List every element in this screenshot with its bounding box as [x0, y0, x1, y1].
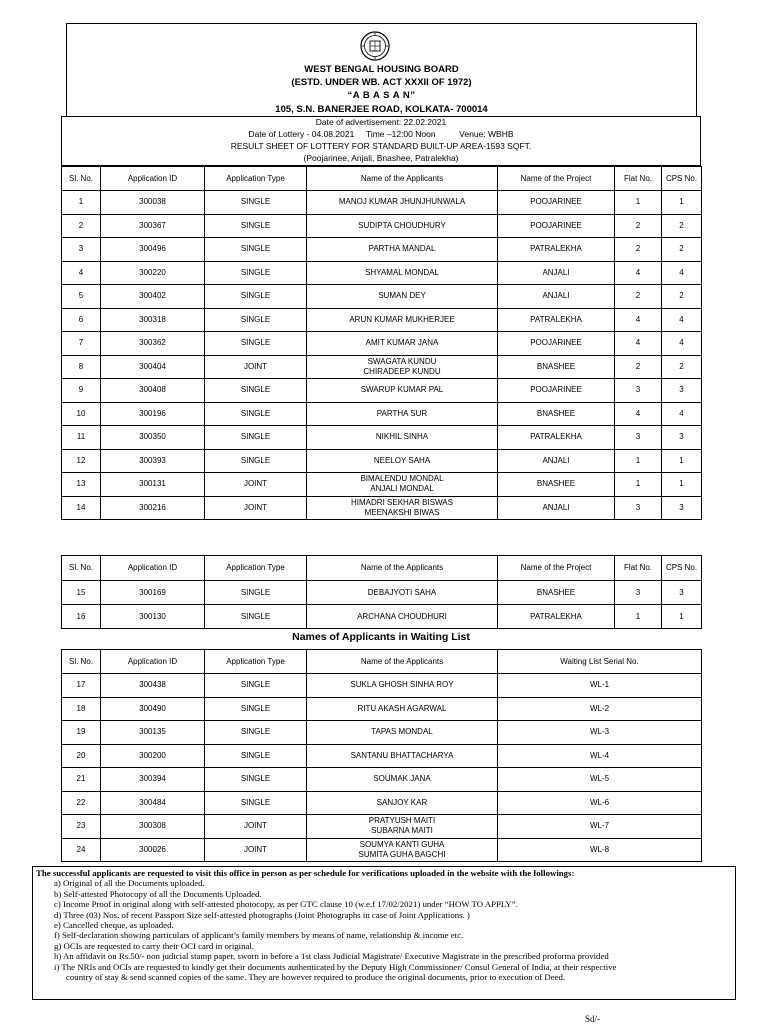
cell-flat-no: 2 — [615, 355, 662, 379]
cell-application-type: SINGLE — [205, 308, 307, 332]
cell-applicant-name — [307, 261, 498, 285]
col-applicant-name: Name of the Applicants — [307, 167, 498, 191]
col-flat-no: Flat No. — [615, 167, 662, 191]
cell-sl-no: 22 — [62, 791, 101, 815]
cell-applicant-name — [307, 581, 498, 605]
cell-application-id: 300408 — [101, 379, 205, 403]
applicant-name-primary: ARUN KUMAR MUKHERJEE — [349, 314, 455, 324]
cell-applicant-name — [307, 379, 498, 403]
cell-application-type: SINGLE — [205, 285, 307, 309]
cell-project-name: BNASHEE — [498, 473, 615, 497]
applicant-name-primary: SANTANU BHATTACHARYA — [350, 750, 454, 760]
cell-cps-no: 2 — [662, 285, 702, 309]
cell-cps-no: 4 — [662, 261, 702, 285]
cell-application-id: 300038 — [101, 191, 205, 215]
table-row — [62, 697, 702, 721]
cell-application-id: 300393 — [101, 449, 205, 473]
table-row — [62, 426, 702, 450]
cell-applicant-name — [307, 697, 498, 721]
cell-waiting-list-serial: WL-7 — [498, 815, 702, 839]
table-row — [62, 402, 702, 426]
table-header-row — [62, 556, 702, 581]
cell-sl-no: 14 — [62, 496, 101, 520]
cell-applicant-name — [307, 308, 498, 332]
cell-application-type: SINGLE — [205, 581, 307, 605]
cell-cps-no: 3 — [662, 379, 702, 403]
cell-sl-no: 16 — [62, 605, 101, 629]
table-row — [62, 791, 702, 815]
applicant-name-primary: HIMADRI SEKHAR BISWAS — [351, 497, 453, 507]
cell-flat-no: 1 — [615, 191, 662, 215]
cell-flat-no: 4 — [615, 261, 662, 285]
cell-application-id: 300350 — [101, 426, 205, 450]
cell-flat-no: 1 — [615, 449, 662, 473]
cell-applicant-name — [307, 605, 498, 629]
cell-flat-no: 2 — [615, 285, 662, 309]
cell-flat-no: 2 — [615, 238, 662, 262]
cell-application-id: 300318 — [101, 308, 205, 332]
cell-flat-no: 3 — [615, 496, 662, 520]
cell-application-type: SINGLE — [205, 191, 307, 215]
applicant-name-primary: TAPAS MONDAL — [371, 727, 433, 737]
cell-applicant-name — [307, 721, 498, 745]
cell-applicant-name — [307, 402, 498, 426]
cell-project-name: POOJARINEE — [498, 332, 615, 356]
applicant-name-joint: ANJALI MONDAL — [370, 484, 434, 494]
table-row — [62, 744, 702, 768]
cell-applicant-name — [307, 285, 498, 309]
cell-project-name: POOJARINEE — [498, 191, 615, 215]
cell-flat-no: 2 — [615, 214, 662, 238]
cell-applicant-name — [307, 744, 498, 768]
cell-project-name: BNASHEE — [498, 581, 615, 605]
col-application-id: Application ID — [101, 650, 205, 674]
cell-applicant-name — [307, 426, 498, 450]
results-table — [61, 166, 702, 520]
cell-applicant-name — [307, 838, 498, 862]
cell-sl-no: 15 — [62, 581, 101, 605]
instructions-box — [32, 866, 736, 1000]
table-row — [62, 815, 702, 839]
cell-flat-no: 3 — [615, 379, 662, 403]
cell-application-type: JOINT — [205, 496, 307, 520]
col-applicant-name: Name of the Applicants — [307, 650, 498, 674]
cell-sl-no: 3 — [62, 238, 101, 262]
cell-sl-no: 11 — [62, 426, 101, 450]
cell-application-id: 300169 — [101, 581, 205, 605]
cell-cps-no: 2 — [662, 355, 702, 379]
table-row — [62, 214, 702, 238]
applicant-name-primary: SWARUP KUMAR PAL — [360, 385, 444, 395]
table-header-row — [62, 650, 702, 674]
applicant-name-primary: SANJOY KAR — [376, 797, 428, 807]
applicant-name-joint: CHIRADEEP KUNDU — [363, 366, 441, 376]
col-cps-no: CPS No. — [662, 167, 702, 191]
applicant-name-joint: MEENAKSHI BIWAS — [364, 507, 440, 517]
cell-sl-no: 13 — [62, 473, 101, 497]
table-row — [62, 238, 702, 262]
cell-cps-no: 3 — [662, 581, 702, 605]
cell-project-name: BNASHEE — [498, 402, 615, 426]
cell-sl-no: 8 — [62, 355, 101, 379]
cell-project-name: POOJARINEE — [498, 214, 615, 238]
cell-application-id: 300362 — [101, 332, 205, 356]
cell-application-id: 300196 — [101, 402, 205, 426]
cell-application-id: 300135 — [101, 721, 205, 745]
cell-applicant-name — [307, 674, 498, 698]
cell-application-type: SINGLE — [205, 721, 307, 745]
cell-sl-no: 5 — [62, 285, 101, 309]
cell-project-name: PATRALEKHA — [498, 426, 615, 450]
table-row — [62, 838, 702, 862]
instruction-item: a) Original of all the Documents uploaded. — [54, 878, 205, 889]
table-row — [62, 581, 702, 605]
cell-application-type: SINGLE — [205, 332, 307, 356]
col-application-id: Application ID — [101, 556, 205, 581]
instruction-item: i) The NRIs and OCIs are requested to kindly get their documents authenticated by the Deputy High Commissioner/ Consul General of India, at their respective — [54, 961, 617, 972]
waiting-list-table — [61, 649, 702, 862]
instruction-item: e) Cancelled cheque, as uploaded. — [54, 920, 174, 931]
cell-application-type: SINGLE — [205, 261, 307, 285]
table-row — [62, 674, 702, 698]
cell-application-type: SINGLE — [205, 605, 307, 629]
table-row — [62, 721, 702, 745]
cell-flat-no: 1 — [615, 605, 662, 629]
table-row — [62, 308, 702, 332]
instruction-item-continued: country of stay & send scanned copies of the same. They are however required to produce the original documents, prior to execution of Deed. — [66, 972, 566, 983]
cell-application-type: SINGLE — [205, 744, 307, 768]
applicant-name-primary: SUDIPTA CHOUDHURY — [358, 220, 446, 230]
col-cps-no: CPS No. — [662, 556, 702, 581]
cell-applicant-name — [307, 815, 498, 839]
cell-applicant-name — [307, 214, 498, 238]
instructions-intro: The successful applicants are requested to visit this office in person as per schedule for verifications uploaded in the website with the followings: — [36, 868, 575, 878]
cell-sl-no: 23 — [62, 815, 101, 839]
col-application-type: Application Type — [205, 167, 307, 191]
results-table-continued — [61, 555, 702, 629]
cell-flat-no: 1 — [615, 473, 662, 497]
cell-flat-no: 4 — [615, 332, 662, 356]
col-application-type: Application Type — [205, 650, 307, 674]
cell-sl-no: 18 — [62, 697, 101, 721]
cell-application-id: 300130 — [101, 605, 205, 629]
cell-applicant-name — [307, 496, 498, 520]
cell-flat-no: 3 — [615, 581, 662, 605]
project-list: (Poojarinee, Anjali, Bnashee, Patralekha) — [303, 153, 459, 163]
cell-application-id: 300026 — [101, 838, 205, 862]
table-row — [62, 261, 702, 285]
applicant-name-primary: SUMAN DEY — [378, 291, 426, 301]
applicant-name-primary: PARTHA MANDAL — [368, 244, 436, 254]
col-application-id: Application ID — [101, 167, 205, 191]
col-waiting-list-serial: Waiting List Serial No. — [498, 650, 702, 674]
advertisement-date: Date of advertisement: 22.02.2021 — [315, 117, 447, 127]
cell-sl-no: 17 — [62, 674, 101, 698]
applicant-name-primary: PARTHA SUR — [376, 408, 428, 418]
cell-sl-no: 12 — [62, 449, 101, 473]
instruction-item: h) An affidavit on Rs.50/- non judicial stamp paper, sworn in before a 1st class Judicial Magistrate/ Executive Magistrate in the prescribed proforma provided — [54, 951, 609, 962]
cell-sl-no: 21 — [62, 768, 101, 792]
col-applicant-name: Name of the Applicants — [307, 556, 498, 581]
cell-application-type: JOINT — [205, 838, 307, 862]
applicant-name-primary: SOUMAK JANA — [373, 774, 431, 784]
cell-application-type: SINGLE — [205, 449, 307, 473]
cell-cps-no: 1 — [662, 449, 702, 473]
col-project-name: Name of the Project — [498, 556, 615, 581]
cell-application-type: SINGLE — [205, 238, 307, 262]
col-sl-no: Sl. No. — [62, 650, 101, 674]
cell-application-id: 300404 — [101, 355, 205, 379]
cell-waiting-list-serial: WL-5 — [498, 768, 702, 792]
wbhb-emblem-logo — [360, 31, 390, 61]
col-project-name: Name of the Project — [498, 167, 615, 191]
cell-application-id: 300394 — [101, 768, 205, 792]
cell-sl-no: 24 — [62, 838, 101, 862]
cell-application-type: SINGLE — [205, 768, 307, 792]
cell-project-name: ANJALI — [498, 285, 615, 309]
cell-cps-no: 3 — [662, 496, 702, 520]
cell-project-name: ANJALI — [498, 496, 615, 520]
instruction-item: f) Self-declaration showing particulars of applicant’s family members by means of name, relationship & income etc. — [54, 930, 464, 941]
cell-sl-no: 7 — [62, 332, 101, 356]
cell-application-type: SINGLE — [205, 402, 307, 426]
applicant-name-primary: ARCHANA CHOUDHURI — [357, 611, 447, 621]
table-row — [62, 449, 702, 473]
table-row — [62, 605, 702, 629]
building-name: “A B A S A N” — [347, 90, 416, 101]
instruction-item: g) OCIs are requested to carry their OCI card in original. — [54, 940, 255, 951]
office-address: 105, S.N. BANERJEE ROAD, KOLKATA- 700014 — [275, 104, 488, 115]
cell-sl-no: 19 — [62, 721, 101, 745]
table-row — [62, 332, 702, 356]
signature-mark: Sd/- — [585, 1014, 601, 1024]
cell-cps-no: 4 — [662, 332, 702, 356]
cell-sl-no: 10 — [62, 402, 101, 426]
cell-sl-no: 1 — [62, 191, 101, 215]
cell-cps-no: 3 — [662, 426, 702, 450]
applicant-name-primary: BIMALENDU MONDAL — [360, 474, 444, 484]
cell-project-name: ANJALI — [498, 261, 615, 285]
table-row — [62, 768, 702, 792]
instruction-item: c) Income Proof in original along with self-attested photocopy, as per GTC clause 10 (w.e.f 17/02/2021) under “HOW TO APPLY”. — [54, 899, 518, 910]
cell-waiting-list-serial: WL-1 — [498, 674, 702, 698]
cell-project-name: POOJARINEE — [498, 379, 615, 403]
cell-flat-no: 4 — [615, 308, 662, 332]
cell-cps-no: 2 — [662, 238, 702, 262]
cell-sl-no: 4 — [62, 261, 101, 285]
applicant-name-primary: SHYAMAL MONDAL — [365, 267, 439, 277]
cell-application-type: JOINT — [205, 815, 307, 839]
cell-flat-no: 3 — [615, 426, 662, 450]
col-flat-no: Flat No. — [615, 556, 662, 581]
cell-application-id: 300496 — [101, 238, 205, 262]
cell-cps-no: 2 — [662, 214, 702, 238]
cell-waiting-list-serial: WL-2 — [498, 697, 702, 721]
col-sl-no: Sl. No. — [62, 556, 101, 581]
cell-application-id: 300490 — [101, 697, 205, 721]
applicant-name-primary: SOUMYA KANTI GUHA — [359, 839, 445, 849]
cell-waiting-list-serial: WL-8 — [498, 838, 702, 862]
cell-application-id: 300438 — [101, 674, 205, 698]
cell-cps-no: 1 — [662, 191, 702, 215]
header-box — [66, 23, 697, 117]
cell-application-id: 300220 — [101, 261, 205, 285]
cell-waiting-list-serial: WL-3 — [498, 721, 702, 745]
cell-application-id: 300200 — [101, 744, 205, 768]
cell-applicant-name — [307, 768, 498, 792]
cell-application-id: 300216 — [101, 496, 205, 520]
cell-cps-no: 4 — [662, 402, 702, 426]
cell-applicant-name — [307, 191, 498, 215]
cell-project-name: ANJALI — [498, 449, 615, 473]
applicant-name-primary: MANOJ KUMAR JHUNJHUNWALA — [338, 197, 466, 207]
applicant-name-primary: RITU AKASH AGARWAL — [357, 703, 447, 713]
table-row — [62, 473, 702, 497]
cell-application-id: 300484 — [101, 791, 205, 815]
cell-waiting-list-serial: WL-6 — [498, 791, 702, 815]
col-sl-no: Sl. No. — [62, 167, 101, 191]
applicant-name-joint: SUBARNA MAITI — [371, 826, 433, 836]
cell-application-id: 300131 — [101, 473, 205, 497]
cell-waiting-list-serial: WL-4 — [498, 744, 702, 768]
applicant-name-primary: PRATYUSH MAITI — [368, 816, 436, 826]
table-row — [62, 191, 702, 215]
cell-flat-no: 4 — [615, 402, 662, 426]
applicant-name-primary: NIKHIL SINHA — [375, 432, 429, 442]
instruction-item: b) Self-attested Photocopy of all the Documents Uploaded. — [54, 888, 262, 899]
cell-application-id: 300402 — [101, 285, 205, 309]
table-row — [62, 379, 702, 403]
cell-cps-no: 4 — [662, 308, 702, 332]
cell-applicant-name — [307, 473, 498, 497]
instruction-item: d) Three (03) Nos. of recent Passport Size self-attested photographs (Joint Photographs in case of Joint Applications. ) — [54, 909, 470, 920]
cell-applicant-name — [307, 238, 498, 262]
lottery-info-box — [61, 116, 701, 166]
cell-application-type: SINGLE — [205, 791, 307, 815]
org-name: WEST BENGAL HOUSING BOARD — [304, 64, 459, 75]
col-application-type: Application Type — [205, 556, 307, 581]
cell-cps-no: 1 — [662, 473, 702, 497]
cell-application-type: SINGLE — [205, 426, 307, 450]
table-header-row — [62, 167, 702, 191]
result-sheet-title: RESULT SHEET OF LOTTERY FOR STANDARD BUILT-UP AREA-1593 SQFT. — [230, 141, 532, 151]
applicant-name-primary: DEBAJYOTI SAHA — [367, 587, 437, 597]
applicant-name-primary: SWAGATA KUNDU — [367, 356, 437, 366]
cell-application-id: 300367 — [101, 214, 205, 238]
cell-project-name: PATRALEKHA — [498, 605, 615, 629]
cell-sl-no: 2 — [62, 214, 101, 238]
cell-cps-no: 1 — [662, 605, 702, 629]
cell-application-type: JOINT — [205, 473, 307, 497]
cell-sl-no: 6 — [62, 308, 101, 332]
table-row — [62, 496, 702, 520]
cell-application-type: SINGLE — [205, 214, 307, 238]
cell-project-name: PATRALEKHA — [498, 238, 615, 262]
cell-applicant-name — [307, 449, 498, 473]
table-row — [62, 355, 702, 379]
cell-sl-no: 20 — [62, 744, 101, 768]
cell-application-type: SINGLE — [205, 674, 307, 698]
cell-application-type: SINGLE — [205, 379, 307, 403]
cell-applicant-name — [307, 791, 498, 815]
applicant-name-joint: SUMITA GUHA BAGCHI — [358, 849, 446, 859]
cell-applicant-name — [307, 355, 498, 379]
cell-applicant-name — [307, 332, 498, 356]
waiting-list-title: Names of Applicants in Waiting List — [292, 631, 470, 643]
applicant-name-primary: AMIT KUMAR JANA — [365, 338, 439, 348]
cell-project-name: BNASHEE — [498, 355, 615, 379]
applicant-name-primary: NEELOY SAHA — [373, 455, 431, 465]
cell-application-id: 300308 — [101, 815, 205, 839]
cell-application-type: JOINT — [205, 355, 307, 379]
establishment-act: (ESTD. UNDER WB. ACT XXXII OF 1972) — [291, 77, 472, 88]
lottery-date-time-venue: Date of Lottery - 04.08.2021 Time –12:00 Noon Venue: WBHB — [248, 129, 514, 139]
cell-application-type: SINGLE — [205, 697, 307, 721]
cell-project-name: PATRALEKHA — [498, 308, 615, 332]
cell-sl-no: 9 — [62, 379, 101, 403]
applicant-name-primary: SUKLA GHOSH SINHA ROY — [350, 680, 454, 690]
table-row — [62, 285, 702, 309]
